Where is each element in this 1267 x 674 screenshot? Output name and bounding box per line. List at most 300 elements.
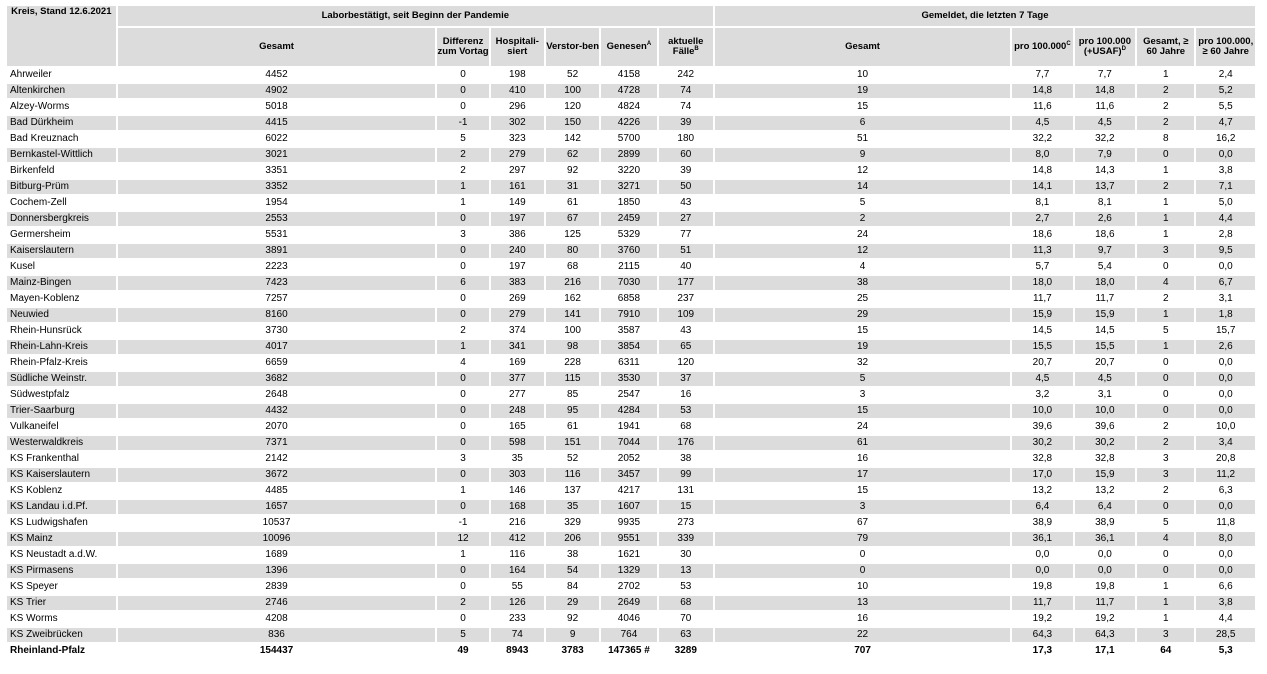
table-cell: 0,0 [1196,564,1255,578]
table-cell: 16 [715,612,1010,626]
district-name: KS Koblenz [7,484,116,498]
table-cell: 9 [546,628,599,642]
table-cell: 137 [546,484,599,498]
table-cell: 5 [437,628,488,642]
table-cell: 5 [715,196,1010,210]
table-cell: 17 [715,468,1010,482]
table-cell: 296 [491,100,544,114]
table-cell: 3352 [118,180,436,194]
table-row [7,548,1255,562]
table-cell: 0 [437,564,488,578]
table-cell: 38 [715,276,1010,290]
table-cell: 4,5 [1012,372,1072,386]
table-cell: 2553 [118,212,436,226]
table-cell: 0 [1137,388,1194,402]
table-cell: 248 [491,404,544,418]
table-cell: 10,0 [1075,404,1135,418]
table-cell: 15,9 [1075,468,1135,482]
table-cell: -1 [437,116,488,130]
table-cell: 2839 [118,580,436,594]
total-cell: 5,3 [1196,644,1255,658]
table-cell: 6022 [118,132,436,146]
table-cell: 1 [1137,68,1194,82]
district-name: Trier-Saarburg [7,404,116,418]
table-cell: 2 [437,148,488,162]
table-cell: 2 [1137,180,1194,194]
district-name: Rhein-Hunsrück [7,324,116,338]
table-cell: 7044 [601,436,656,450]
table-cell: 4 [1137,532,1194,546]
table-cell: 3271 [601,180,656,194]
table-cell: 3,8 [1196,164,1255,178]
table-cell: 8,0 [1196,532,1255,546]
district-name: KS Trier [7,596,116,610]
table-row [7,516,1255,530]
table-cell: 4,5 [1075,116,1135,130]
table-cell: 176 [659,436,713,450]
table-cell: 2746 [118,596,436,610]
table-cell: 0,0 [1196,388,1255,402]
table-cell: 0 [1137,356,1194,370]
table-cell: 20,7 [1012,356,1072,370]
table-cell: 1 [1137,228,1194,242]
table-cell: 240 [491,244,544,258]
table-cell: 39,6 [1075,420,1135,434]
district-name: Neuwied [7,308,116,322]
table-cell: 146 [491,484,544,498]
table-cell: 7,7 [1012,68,1072,82]
table-cell: 14,5 [1012,324,1072,338]
table-cell: 2,7 [1012,212,1072,226]
district-name: KS Landau i.d.Pf. [7,500,116,514]
header-gesamt-60: Gesamt, ≥ 60 Jahre [1137,28,1194,66]
table-cell: 168 [491,500,544,514]
table-cell: 0 [437,420,488,434]
table-row [7,420,1255,434]
table-row [7,244,1255,258]
table-cell: 2 [1137,420,1194,434]
table-cell: 11,6 [1075,100,1135,114]
table-cell: 228 [546,356,599,370]
table-cell: 6,3 [1196,484,1255,498]
table-cell: 0 [437,500,488,514]
table-cell: 0 [437,68,488,82]
table-cell: 2142 [118,452,436,466]
table-cell: 65 [659,340,713,354]
table-cell: 0 [437,260,488,274]
table-cell: 15 [715,404,1010,418]
district-name: Ahrweiler [7,68,116,82]
table-cell: 164 [491,564,544,578]
table-cell: 61 [546,420,599,434]
table-cell: 1,8 [1196,308,1255,322]
table-cell: 15 [715,324,1010,338]
table-cell: 68 [659,596,713,610]
district-name: KS Ludwigshafen [7,516,116,530]
table-cell: 4017 [118,340,436,354]
table-cell: 92 [546,612,599,626]
district-name: Westerwaldkreis [7,436,116,450]
table-cell: 1396 [118,564,436,578]
table-row [7,260,1255,274]
table-cell: 5018 [118,100,436,114]
table-cell: 4728 [601,84,656,98]
table-cell: 8,1 [1012,196,1072,210]
district-name: KS Speyer [7,580,116,594]
table-cell: 0 [437,84,488,98]
district-name: Germersheim [7,228,116,242]
table-cell: 0,0 [1196,260,1255,274]
table-cell: 15 [715,100,1010,114]
table-cell: 3730 [118,324,436,338]
table-cell: 7,1 [1196,180,1255,194]
table-cell: 63 [659,628,713,642]
table-cell: 4158 [601,68,656,82]
table-cell: 180 [659,132,713,146]
table-cell: 0,0 [1196,372,1255,386]
header-hospitalisiert: Hospitali-siert [491,28,544,66]
table-cell: 6311 [601,356,656,370]
table-cell: 19 [715,340,1010,354]
table-cell: 150 [546,116,599,130]
table-cell: 279 [491,148,544,162]
district-name: Bernkastel-Wittlich [7,148,116,162]
table-cell: 19,2 [1075,612,1135,626]
table-cell: 5,7 [1012,260,1072,274]
district-name: Südwestpfalz [7,388,116,402]
table-cell: 116 [546,468,599,482]
table-cell: 28,5 [1196,628,1255,642]
table-cell: 54 [546,564,599,578]
table-cell: 116 [491,548,544,562]
table-cell: 30 [659,548,713,562]
table-cell: 151 [546,436,599,450]
table-cell: 36,1 [1012,532,1072,546]
table-cell: 3682 [118,372,436,386]
table-cell: 6,4 [1012,500,1072,514]
table-cell: 53 [659,580,713,594]
table-cell: 13 [659,564,713,578]
table-row [7,276,1255,290]
table-cell: 3 [1137,452,1194,466]
table-cell: 15 [659,500,713,514]
table-cell: -1 [437,516,488,530]
table-cell: 5,2 [1196,84,1255,98]
table-cell: 64,3 [1075,628,1135,642]
table-cell: 0,0 [1075,564,1135,578]
table-cell: 5,4 [1075,260,1135,274]
table-cell: 1 [1137,212,1194,226]
header-aktuelle-faelle: aktuelle Fälle$^B$ [659,28,713,66]
table-cell: 12 [715,164,1010,178]
total-label: Rheinland-Pfalz [7,644,116,658]
table-cell: 32,8 [1012,452,1072,466]
district-name: Mayen-Koblenz [7,292,116,306]
table-cell: 6,6 [1196,580,1255,594]
table-cell: 80 [546,244,599,258]
table-cell: 7,7 [1075,68,1135,82]
table-cell: 30,2 [1075,436,1135,450]
table-cell: 2070 [118,420,436,434]
table-cell: 4415 [118,116,436,130]
district-name: Südliche Weinstr. [7,372,116,386]
table-cell: 85 [546,388,599,402]
table-cell: 0 [437,404,488,418]
table-cell: 1850 [601,196,656,210]
table-cell: 410 [491,84,544,98]
table-cell: 4432 [118,404,436,418]
table-row [7,532,1255,546]
table-cell: 1 [1137,612,1194,626]
table-cell: 1 [437,180,488,194]
table-cell: 339 [659,532,713,546]
table-cell: 0 [1137,564,1194,578]
table-cell: 2115 [601,260,656,274]
table-cell: 7257 [118,292,436,306]
district-name: Altenkirchen [7,84,116,98]
table-cell: 3891 [118,244,436,258]
table-row [7,340,1255,354]
table-row [7,228,1255,242]
table-cell: 9935 [601,516,656,530]
district-name: Kusel [7,260,116,274]
table-cell: 84 [546,580,599,594]
table-cell: 3457 [601,468,656,482]
table-cell: 32 [715,356,1010,370]
total-cell: 17,3 [1012,644,1072,658]
table-cell: 74 [659,100,713,114]
header-pro-100000: pro $100.000^C$ [1012,28,1072,66]
table-cell: 3351 [118,164,436,178]
table-cell: 4452 [118,68,436,82]
header-differenz: Differenz zum Vortag [437,28,488,66]
table-row [7,180,1255,194]
total-cell: 707 [715,644,1010,658]
table-cell: 0,0 [1012,548,1072,562]
table-cell: 598 [491,436,544,450]
total-cell: 8943 [491,644,544,658]
table-cell: 100 [546,324,599,338]
table-cell: 5,0 [1196,196,1255,210]
district-name: KS Kaiserslautern [7,468,116,482]
table-cell: 169 [491,356,544,370]
table-cell: 9551 [601,532,656,546]
table-cell: 1 [437,548,488,562]
table-cell: 5 [1137,324,1194,338]
table-cell: 2 [1137,292,1194,306]
total-cell: 3783 [546,644,599,658]
table-cell: 29 [715,308,1010,322]
table-cell: 67 [546,212,599,226]
table-cell: 12 [437,532,488,546]
table-cell: 2547 [601,388,656,402]
table-cell: 5 [437,132,488,146]
table-row [7,372,1255,386]
total-cell: 49 [437,644,488,658]
table-cell: 38,9 [1012,516,1072,530]
table-cell: 197 [491,212,544,226]
table-cell: 13,7 [1075,180,1135,194]
table-cell: 67 [715,516,1010,530]
table-cell: 0 [437,468,488,482]
table-cell: 2 [437,164,488,178]
table-cell: 19 [715,84,1010,98]
table-cell: 6858 [601,292,656,306]
table-cell: 9 [715,148,1010,162]
district-name: Vulkaneifel [7,420,116,434]
table-cell: 14,3 [1075,164,1135,178]
table-cell: 3 [437,228,488,242]
table-cell: 0 [437,612,488,626]
table-cell: 197 [491,260,544,274]
table-cell: 5700 [601,132,656,146]
table-cell: 15,7 [1196,324,1255,338]
table-row [7,132,1255,146]
table-cell: 7910 [601,308,656,322]
table-cell: 4226 [601,116,656,130]
table-cell: 32,2 [1012,132,1072,146]
header-7d-gesamt: Gesamt [715,28,1010,66]
table-cell: 0 [437,580,488,594]
header-genesen: Genesen$^A$ [601,28,656,66]
table-cell: 273 [659,516,713,530]
table-cell: 20,8 [1196,452,1255,466]
table-cell: 55 [491,580,544,594]
table-cell: 120 [546,100,599,114]
table-row [7,612,1255,626]
table-cell: 3 [437,452,488,466]
table-cell: 0 [1137,260,1194,274]
table-cell: 3672 [118,468,436,482]
table-cell: 302 [491,116,544,130]
table-row [7,292,1255,306]
table-row [7,388,1255,402]
table-row [7,580,1255,594]
table-cell: 38 [659,452,713,466]
table-cell: 2 [1137,84,1194,98]
table-cell: 8 [1137,132,1194,146]
table-cell: 43 [659,324,713,338]
table-cell: 31 [546,180,599,194]
table-cell: 2,6 [1075,212,1135,226]
table-cell: 3,4 [1196,436,1255,450]
district-name: Mainz-Bingen [7,276,116,290]
table-cell: 11,7 [1012,596,1072,610]
table-row [7,100,1255,114]
table-cell: 13 [715,596,1010,610]
table-cell: 8,0 [1012,148,1072,162]
table-cell: 126 [491,596,544,610]
table-cell: 15,9 [1012,308,1072,322]
table-cell: 16 [659,388,713,402]
table-cell: 1 [437,484,488,498]
table-cell: 4284 [601,404,656,418]
table-cell: 27 [659,212,713,226]
district-name: Alzey-Worms [7,100,116,114]
table-cell: 3220 [601,164,656,178]
table-cell: 15,5 [1075,340,1135,354]
total-cell: 3289 [659,644,713,658]
table-row [7,324,1255,338]
table-cell: 0 [715,564,1010,578]
table-cell: 18,0 [1075,276,1135,290]
table-cell: 74 [659,84,713,98]
table-cell: 1941 [601,420,656,434]
table-cell: 303 [491,468,544,482]
table-cell: 242 [659,68,713,82]
table-cell: 51 [659,244,713,258]
district-name: Donnersbergkreis [7,212,116,226]
table-cell: 0,0 [1196,404,1255,418]
table-row [7,212,1255,226]
table-cell: 1 [437,196,488,210]
table-cell: 95 [546,404,599,418]
table-cell: 4,5 [1075,372,1135,386]
table-cell: 386 [491,228,544,242]
table-cell: 0 [1137,500,1194,514]
table-cell: 4 [1137,276,1194,290]
district-name: Bad Dürkheim [7,116,116,130]
table-cell: 161 [491,180,544,194]
table-row [7,148,1255,162]
table-cell: 51 [715,132,1010,146]
table-cell: 4,4 [1196,212,1255,226]
district-name: KS Zweibrücken [7,628,116,642]
table-cell: 165 [491,420,544,434]
table-cell: 0,0 [1196,148,1255,162]
covid-table-container [7,6,1255,660]
table-cell: 9,5 [1196,244,1255,258]
header-pro-100000-usaf: pro 100.000 (+USAF)$^D$ [1075,28,1135,66]
table-cell: 3760 [601,244,656,258]
header-verstorben: Verstor-ben [546,28,599,66]
table-cell: 11,3 [1012,244,1072,258]
table-cell: 4208 [118,612,436,626]
table-cell: 0,0 [1075,548,1135,562]
table-cell: 10 [715,580,1010,594]
table-cell: 233 [491,612,544,626]
table-cell: 1607 [601,500,656,514]
table-row [7,68,1255,82]
table-cell: 1 [1137,308,1194,322]
table-cell: 61 [715,436,1010,450]
table-cell: 6,7 [1196,276,1255,290]
table-cell: 2,6 [1196,340,1255,354]
table-cell: 77 [659,228,713,242]
table-cell: 3,1 [1196,292,1255,306]
table-row [7,308,1255,322]
table-cell: 1 [1137,596,1194,610]
table-cell: 0 [437,436,488,450]
district-name: Bitburg-Prüm [7,180,116,194]
table-cell: 764 [601,628,656,642]
table-cell: 8160 [118,308,436,322]
table-cell: 14,8 [1012,164,1072,178]
table-cell: 36,1 [1075,532,1135,546]
district-name: Cochem-Zell [7,196,116,210]
table-cell: 1954 [118,196,436,210]
table-cell: 24 [715,420,1010,434]
table-cell: 142 [546,132,599,146]
table-cell: 37 [659,372,713,386]
table-cell: 6 [715,116,1010,130]
table-row [7,500,1255,514]
table-cell: 0 [437,100,488,114]
table-cell: 269 [491,292,544,306]
table-cell: 4824 [601,100,656,114]
table-cell: 11,2 [1196,468,1255,482]
table-cell: 10537 [118,516,436,530]
